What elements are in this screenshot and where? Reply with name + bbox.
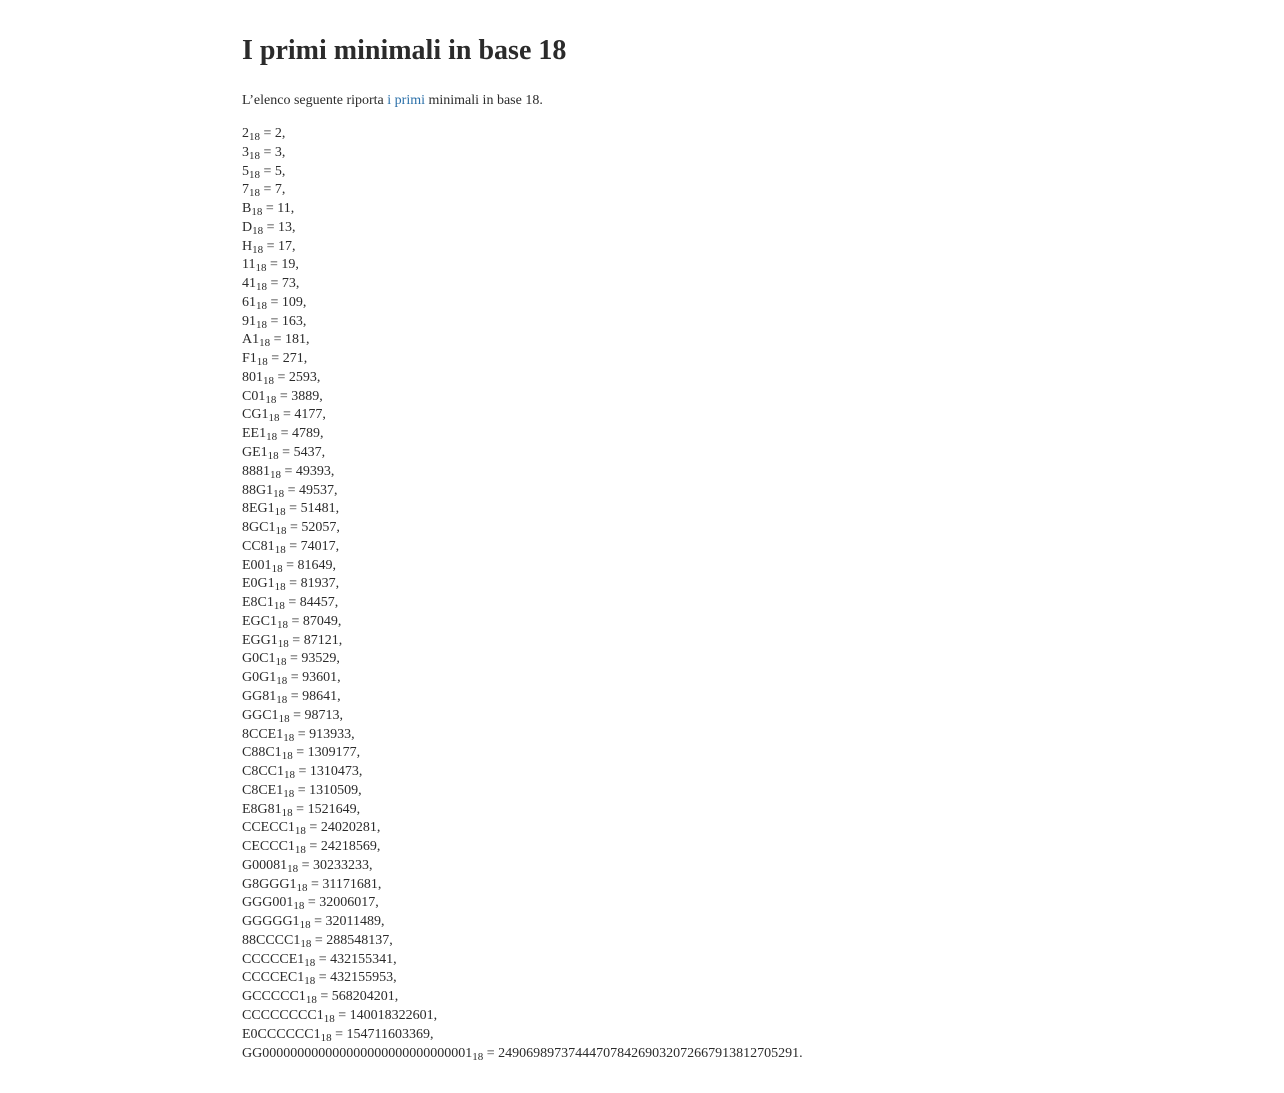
prime-representation: B (242, 201, 252, 217)
list-item: $41_{18} = 73$, (242, 276, 300, 294)
prime-decimal-value: 3 (274, 144, 282, 160)
list-punctuation: , (356, 745, 361, 761)
prime-decimal-value: 288548137 (326, 932, 390, 948)
prime-decimal-value: 13 (278, 219, 293, 235)
prime-representation: C8CE1 (242, 782, 284, 798)
prime-decimal-value: 81937 (300, 576, 336, 592)
prime-representation: F1 (242, 351, 257, 367)
list-item: $E8G81_{18} = 1521649$, (242, 801, 361, 819)
base-subscript: 18 (255, 262, 267, 275)
list-item: $E0G1_{18} = 81937$, (242, 576, 340, 594)
list-item: $C88C1_{18} = 1309177$, (242, 745, 361, 763)
list-item: $EGC1_{18} = 87049$, (242, 613, 342, 631)
prime-representation: 8GC1 (242, 520, 276, 536)
list-punctuation: , (337, 613, 342, 629)
list-item: $GCCCCC1_{18} = 568204201$, (242, 989, 399, 1007)
list-punctuation: , (375, 895, 379, 911)
list-punctuation: , (389, 932, 393, 948)
list-punctuation: , (281, 126, 286, 141)
prime-decimal-value: 913933 (309, 726, 352, 742)
base-subscript: 18 (277, 618, 288, 631)
list-punctuation: , (320, 426, 324, 442)
intro-text-before: L’elenco seguente riporta (242, 93, 388, 108)
list-punctuation: , (281, 163, 286, 179)
list-item: $GGGGG1_{18} = 32011489$, (242, 914, 385, 932)
list-item: $61_{18} = 109$, (242, 294, 307, 312)
list-punctuation: , (336, 651, 340, 667)
prime-decimal-value: 98713 (304, 707, 340, 723)
prime-representation: E8G81 (242, 801, 282, 817)
prime-decimal-value: 93601 (302, 670, 338, 686)
prime-decimal-value: 24020281 (320, 820, 377, 836)
list-item: $5_{18} = 5$, (242, 163, 286, 181)
base-subscript: 18 (275, 656, 287, 669)
prime-representation: 801 (242, 369, 263, 385)
list-punctuation: , (319, 388, 323, 404)
prime-decimal-value: 3889 (291, 388, 320, 404)
prime-decimal-value: 1521649 (307, 801, 357, 817)
list-punctuation: , (369, 857, 373, 873)
prime-representation: 61 (242, 294, 256, 310)
list-item: $GG81_{18} = 98641$, (242, 688, 341, 706)
prime-representation: 8CCE1 (242, 726, 284, 742)
prime-decimal-value: 17 (278, 238, 293, 254)
prime-decimal-value: 52057 (301, 520, 337, 536)
prime-decimal-value: 51481 (300, 501, 336, 517)
base-subscript: 18 (256, 318, 267, 331)
prime-decimal-value: 1310473 (309, 764, 359, 780)
list-punctuation: , (393, 951, 397, 967)
list-punctuation: , (356, 801, 361, 817)
minimal-primes-list (242, 125, 1042, 1063)
list-item: $C8CE1_{18} = 1310509$, (242, 782, 362, 800)
prime-decimal-value: 31171681 (322, 876, 378, 892)
list-item: $G0C1_{18} = 93529$, (242, 651, 340, 669)
link-i[interactable]: i (387, 93, 392, 108)
prime-representation: CCECC1 (242, 820, 295, 836)
base-subscript: 18 (249, 131, 260, 143)
prime-representation: GGG001 (242, 895, 294, 911)
prime-representation: 91 (242, 313, 256, 329)
link-primi[interactable]: primi (394, 93, 425, 108)
list-item: $CCECC1_{18} = 24020281$, (242, 820, 381, 838)
base-subscript: 18 (294, 825, 306, 838)
prime-representation: CCCCCE1 (242, 951, 305, 967)
list-punctuation: , (281, 182, 286, 198)
list-item: $H_{18} = 17$, (242, 238, 296, 256)
prime-representation: GGGGG1 (242, 914, 300, 930)
base-subscript: 18 (323, 1012, 335, 1025)
prime-decimal-value: 163 (281, 313, 303, 329)
list-punctuation: , (290, 201, 295, 217)
prime-representation: 5 (242, 163, 249, 179)
prime-representation: G8GGG1 (242, 876, 297, 892)
intro-paragraph (242, 92, 1042, 110)
prime-decimal-value: 109 (281, 294, 303, 310)
prime-decimal-value: 73 (281, 276, 296, 292)
prime-decimal-value: 87121 (303, 632, 339, 648)
list-item: $EE1_{18} = 4789$, (242, 426, 324, 444)
prime-representation: GE1 (242, 445, 268, 461)
base-subscript: 18 (256, 281, 267, 294)
prime-decimal-value: 4789 (292, 426, 321, 442)
prime-representation: G0C1 (242, 651, 276, 667)
base-subscript: 18 (266, 431, 278, 444)
base-subscript: 18 (274, 581, 286, 594)
prime-decimal-value: 2 (274, 126, 282, 141)
base-subscript: 18 (270, 468, 281, 481)
list-item: $CC81_{18} = 74017$, (242, 538, 340, 556)
prime-representation: G00081 (242, 857, 288, 873)
base-subscript: 18 (293, 900, 305, 913)
base-subscript: 18 (268, 412, 280, 425)
list-item: $8CCE1_{18} = 913933$, (242, 726, 355, 744)
prime-representation: H (242, 238, 253, 254)
list-punctuation: , (316, 369, 321, 385)
prime-representation: E0CCCCCC1 (242, 1026, 321, 1042)
prime-representation: 8EG1 (242, 501, 275, 517)
base-subscript: 18 (276, 675, 288, 688)
list-item: $CECCC1_{18} = 24218569$, (242, 839, 381, 857)
base-subscript: 18 (320, 1031, 332, 1044)
list-punctuation: , (339, 707, 343, 723)
base-subscript: 18 (274, 506, 286, 519)
prime-representation: E0G1 (242, 576, 275, 592)
prime-decimal-value: 74017 (300, 538, 336, 554)
list-punctuation: , (393, 970, 397, 986)
list-item: $G00081_{18} = 30233233$, (242, 857, 373, 875)
list-item: $3_{18} = 3$, (242, 144, 286, 162)
prime-representation: GG000000000000000000000000000001 (242, 1045, 473, 1061)
base-subscript: 18 (472, 1050, 484, 1063)
list-item: $G8GGG1_{18} = 31171681$, (242, 876, 382, 894)
base-subscript: 18 (271, 562, 283, 575)
prime-representation: 88CCCC1 (242, 932, 301, 948)
list-punctuation: , (292, 238, 296, 254)
base-subscript: 18 (294, 844, 306, 857)
prime-decimal-value: 1309177 (307, 745, 357, 761)
base-subscript: 18 (305, 994, 317, 1007)
base-subscript: 18 (249, 168, 260, 181)
list-punctuation: , (292, 219, 296, 235)
prime-representation: 41 (242, 276, 256, 292)
list-punctuation: , (332, 557, 336, 573)
list-item: $EGG1_{18} = 87121$, (242, 632, 343, 650)
list-item: $GGC1_{18} = 98713$, (242, 707, 343, 725)
prime-representation: EGG1 (242, 632, 278, 648)
prime-representation: CCCCEC1 (242, 970, 305, 986)
prime-decimal-value: 32006017 (319, 895, 376, 911)
list-punctuation: . (799, 1045, 803, 1061)
prime-decimal-value: 7 (274, 182, 282, 198)
prime-representation: GG81 (242, 688, 277, 704)
list-punctuation: , (358, 782, 362, 798)
base-subscript: 18 (252, 243, 264, 256)
list-punctuation: , (335, 538, 340, 554)
base-subscript: 18 (249, 149, 260, 162)
list-punctuation: , (303, 351, 308, 367)
base-subscript: 18 (304, 956, 316, 969)
base-subscript: 18 (304, 975, 316, 988)
prime-decimal-value: 87049 (302, 613, 338, 629)
base-subscript: 18 (259, 337, 271, 350)
list-punctuation: , (351, 726, 355, 742)
list-punctuation: , (380, 914, 385, 930)
prime-representation: CC81 (242, 538, 275, 554)
prime-decimal-value: 4177 (294, 407, 323, 423)
prime-representation: E001 (242, 557, 272, 573)
list-punctuation: , (377, 876, 382, 892)
list-punctuation: , (376, 820, 381, 836)
prime-decimal-value: 432155953 (330, 970, 394, 986)
prime-representation: EGC1 (242, 613, 277, 629)
list-item: $E001_{18} = 81649$, (242, 557, 336, 575)
prime-decimal-value: 11 (277, 201, 291, 217)
list-punctuation: , (306, 332, 310, 348)
base-subscript: 18 (278, 712, 290, 725)
prime-representation: 7 (242, 182, 249, 198)
list-punctuation: , (335, 501, 340, 517)
prime-representation: 88G1 (242, 482, 274, 498)
prime-representation: C8CC1 (242, 764, 285, 780)
list-item: $D_{18} = 13$, (242, 219, 296, 237)
list-item: $CCCCCE1_{18} = 432155341$, (242, 951, 397, 969)
base-subscript: 18 (252, 224, 264, 237)
prime-representation: 2 (242, 126, 249, 141)
list-punctuation: , (334, 595, 339, 611)
base-subscript: 18 (283, 787, 295, 800)
base-subscript: 18 (284, 769, 296, 782)
list-punctuation: , (337, 670, 341, 686)
base-subscript: 18 (275, 525, 287, 538)
list-punctuation: , (338, 632, 343, 648)
prime-representation: 11 (242, 257, 256, 273)
prime-representation: CECCC1 (242, 839, 295, 855)
prime-decimal-value: 49393 (295, 463, 331, 479)
prime-decimal-value: 2490698973744470784269032072667913812705291 (498, 1045, 800, 1061)
prime-representation: E8C1 (242, 595, 274, 611)
base-subscript: 18 (265, 393, 277, 406)
prime-decimal-value: 5437 (293, 445, 322, 461)
prime-decimal-value: 432155341 (330, 951, 394, 967)
base-subscript: 18 (256, 356, 268, 369)
prime-representation: 3 (242, 144, 249, 160)
prime-decimal-value: 154711603369 (346, 1026, 430, 1042)
base-subscript: 18 (276, 693, 288, 706)
list-punctuation: , (302, 313, 307, 329)
prime-decimal-value: 81649 (297, 557, 333, 573)
list-punctuation: , (336, 520, 340, 536)
base-subscript: 18 (287, 862, 299, 875)
list-punctuation: , (358, 764, 363, 780)
prime-representation: A1 (242, 332, 260, 348)
list-item: $8GC1_{18} = 52057$, (242, 520, 340, 538)
prime-decimal-value: 568204201 (331, 989, 395, 1005)
list-item: $91_{18} = 163$, (242, 313, 307, 331)
prime-decimal-value: 271 (282, 351, 304, 367)
prime-representation: C88C1 (242, 745, 282, 761)
list-punctuation: , (281, 144, 286, 160)
prime-representation: CCCCCCCC1 (242, 1007, 324, 1023)
list-item: $88CCCC1_{18} = 288548137$, (242, 932, 393, 950)
prime-decimal-value: 181 (285, 332, 307, 348)
base-subscript: 18 (273, 600, 285, 613)
list-punctuation: , (295, 257, 299, 273)
list-punctuation: , (335, 576, 340, 592)
list-item: $C8CC1_{18} = 1310473$, (242, 764, 363, 782)
base-subscript: 18 (281, 750, 293, 763)
prime-representation: GCCCCC1 (242, 989, 306, 1005)
list-item: $8EG1_{18} = 51481$, (242, 501, 340, 519)
prime-decimal-value: 140018322601 (349, 1007, 434, 1023)
prime-decimal-value: 24218569 (320, 839, 377, 855)
base-subscript: 18 (273, 487, 285, 500)
list-punctuation: , (295, 276, 300, 292)
prime-decimal-value: 5 (274, 163, 282, 179)
prime-decimal-value: 93529 (301, 651, 337, 667)
prime-decimal-value: 32011489 (325, 914, 381, 930)
list-punctuation: , (429, 1026, 434, 1042)
base-subscript: 18 (299, 919, 311, 932)
list-punctuation: , (321, 445, 326, 461)
list-punctuation: , (376, 839, 381, 855)
list-item: $E0CCCCCC1_{18} = 154711603369$, (242, 1026, 434, 1044)
list-item: $2_{18} = 2$, (242, 126, 286, 143)
list-punctuation: , (433, 1007, 438, 1023)
prime-decimal-value: 30233233 (313, 857, 370, 873)
list-punctuation: , (322, 407, 326, 423)
base-subscript: 18 (296, 881, 308, 894)
list-item: $GG000000000000000000000000000001_{18} = 2490698973744470784269032072667913812705291$. (242, 1045, 803, 1063)
list-item: $88G1_{18} = 49537$, (242, 482, 338, 500)
prime-decimal-value: 19 (281, 257, 296, 273)
base-subscript: 18 (281, 806, 293, 819)
prime-representation: GGC1 (242, 707, 279, 723)
list-item: $C01_{18} = 3889$, (242, 388, 323, 406)
prime-decimal-value: 49537 (299, 482, 335, 498)
prime-representation: C01 (242, 388, 266, 404)
list-item: $CCCCCCCC1_{18} = 140018322601$, (242, 1007, 438, 1025)
list-punctuation: , (302, 294, 307, 310)
base-subscript: 18 (251, 206, 263, 219)
base-subscript: 18 (267, 450, 279, 463)
list-item: $11_{18} = 19$, (242, 257, 299, 275)
list-item: $CG1_{18} = 4177$, (242, 407, 326, 425)
base-subscript: 18 (256, 299, 267, 312)
list-punctuation: , (330, 463, 335, 479)
prime-decimal-value: 84457 (299, 595, 335, 611)
list-punctuation: , (334, 482, 338, 498)
main-content (242, 0, 1042, 1063)
list-item: $GGG001_{18} = 32006017$, (242, 895, 379, 913)
list-item: $CCCCEC1_{18} = 432155953$, (242, 970, 397, 988)
prime-representation: 8881 (242, 463, 270, 479)
list-punctuation: , (394, 989, 399, 1005)
base-subscript: 18 (263, 374, 274, 387)
prime-representation: G0G1 (242, 670, 277, 686)
prime-decimal-value: 98641 (302, 688, 338, 704)
base-subscript: 18 (283, 731, 295, 744)
intro-text-after: minimali in base 18. (425, 93, 543, 108)
list-item: $8881_{18} = 49393$, (242, 463, 335, 481)
prime-representation: D (242, 219, 253, 235)
prime-decimal-value: 1310509 (309, 782, 359, 798)
list-item: $7_{18} = 7$, (242, 182, 286, 200)
list-item: $801_{18} = 2593$, (242, 369, 321, 387)
base-subscript: 18 (277, 637, 289, 650)
base-subscript: 18 (300, 937, 312, 950)
list-item: $F1_{18} = 271$, (242, 351, 308, 369)
prime-decimal-value: 2593 (288, 369, 317, 385)
list-item: $E8C1_{18} = 84457$, (242, 595, 339, 613)
list-item: $B_{18} = 11$, (242, 201, 295, 219)
prime-representation: CG1 (242, 407, 269, 423)
list-item: $A1_{18} = 181$, (242, 332, 310, 350)
base-subscript: 18 (249, 187, 260, 200)
list-punctuation: , (337, 688, 341, 704)
list-item: $GE1_{18} = 5437$, (242, 445, 326, 463)
prime-representation: EE1 (242, 426, 267, 442)
base-subscript: 18 (274, 543, 286, 556)
list-item: $G0G1_{18} = 93601$, (242, 670, 341, 688)
page-title: I primi minimali in base 18 (242, 35, 567, 66)
